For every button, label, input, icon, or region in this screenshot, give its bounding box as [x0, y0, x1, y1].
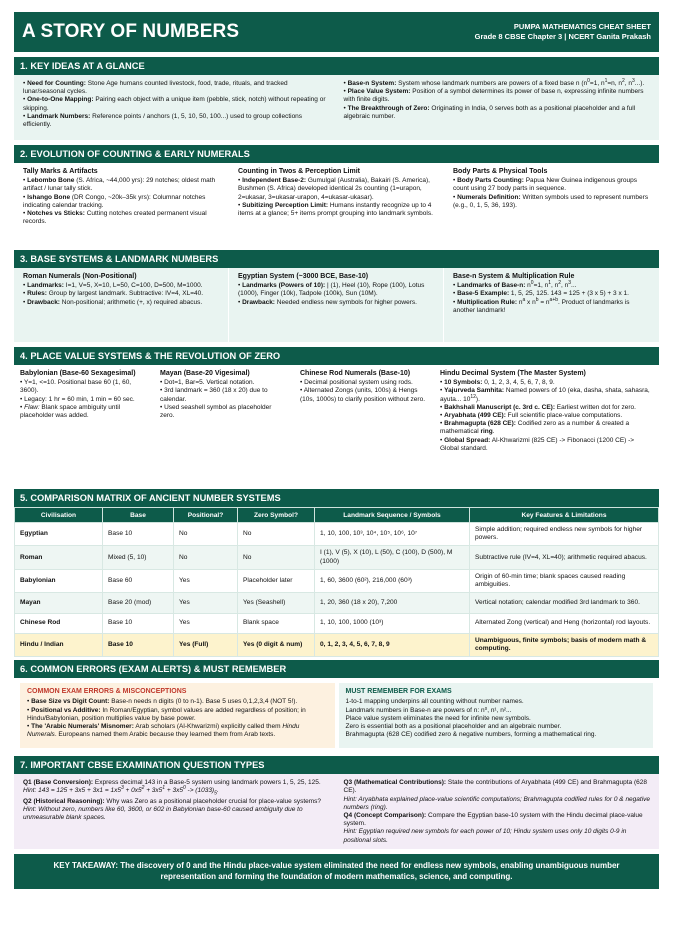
section-exam-questions — [14, 756, 659, 849]
table-cell: Base 20 (mod) — [103, 593, 174, 613]
column-tally: Tally Marks & Artifacts • Lebombo Bone (S. Africa, ~44,000 yrs): 29 notches; oldest math artifact / lunar tally stick. • Ishango Bone (DR Congo, ~20k–35k yrs): Columnar notches indicating calendar tracking. • Notches vs Sticks: Cutting notches created permanent visual records. — [14, 163, 229, 247]
table-cell: Egyptian — [15, 523, 103, 546]
table-cell: Vertical notation; calendar modified 3rd landmark to 360. — [470, 593, 659, 613]
table-cell: Yes (0 digit & num) — [238, 633, 315, 656]
section-key-ideas — [14, 57, 659, 140]
header-subtitle-line2: Grade 8 CBSE Chapter 3 | NCERT Ganita Prakash — [474, 32, 651, 41]
table-cell: Yes (Full) — [174, 633, 238, 656]
table-cell: Chinese Rod — [15, 613, 103, 633]
section-errors — [14, 660, 659, 753]
column-twos: Counting in Twos & Perception Limit • Independent Base-2: Gumulgal (Australia), Bakairi (S. America), Bushmen (S. Africa) developed identical 2s counting (1=urapon, 2=ukasar, 3=ukasar-urapon, 4=ukasar-ukasar). • Subitizing Perception Limit: Humans instantly recognize up to 4 items at a glance; 5+ items prompt grouping into landmark symbols. — [229, 163, 444, 247]
column-roman: Roman Numerals (Non-Positional) • Landmarks: I=1, V=5, X=10, L=50, C=100, D=500, M=1000. • Rules: Group by largest landmark. Subtractive: IV=4, XL=40. • Drawback: Non-positional; arithmetic (+, x) required abacus. — [14, 268, 229, 342]
table-cell: Unambiguous, finite symbols; basis of modern math & computing. — [470, 633, 659, 656]
table-cell: Yes (Seashell) — [238, 593, 315, 613]
key-takeaway-banner: KEY TAKEAWAY: The discovery of 0 and the Hindu place-value system eliminated the need for endless new symbols, enabling unambiguous number representation and forming the foundation of modern mathematics, science, and computing. — [14, 854, 659, 889]
table-cell: Simple addition; required endless new symbols for higher powers. — [470, 523, 659, 546]
table-row — [15, 523, 659, 546]
column-chinese: Chinese Rod Numerals (Base-10) • Decimal positional system using rods. • Alternated Zongs (units, 100s) & Hengs (10s, 1000s) to clarify position without zero. — [294, 365, 434, 486]
comparison-table — [14, 507, 659, 657]
errors-box: COMMON EXAM ERRORS & MISCONCEPTIONS • Base Size vs Digit Count: Base-n needs n digits (0 to n-1). Base 5 uses 0,1,2,3,4 (NOT 5!). • Positional vs Additive: In Roman/Egyptian, symbol values are added regardless of position; in Hindu/Babylonian, position multiplies value by base power. • The 'Arabic Numerals' Misnomer: Arab scholars (Al-Khwarizmi) explicitly called them Hindu Numerals. Europeans named them Arabic because they learned them from Arab texts. — [20, 683, 335, 748]
column-title: Babylonian (Base-60 Sexagesimal) — [20, 370, 136, 377]
section-body — [14, 268, 659, 342]
table-cell: 0, 1, 2, 3, 4, 5, 6, 7, 8, 9 — [315, 633, 470, 656]
table-cell: No — [238, 546, 315, 569]
section-heading: 1. KEY IDEAS AT A GLANCE — [14, 57, 659, 75]
table-cell: Base 10 — [103, 613, 174, 633]
section-heading: 6. COMMON ERRORS (EXAM ALERTS) & MUST REMEMBER — [14, 660, 659, 678]
table-cell: Mixed (5, 10) — [103, 546, 174, 569]
column-title: Hindu Decimal System (The Master System) — [440, 370, 586, 377]
table-cell: I (1), V (5), X (10), L (50), C (100), D (500), M (1000) — [315, 546, 470, 569]
table-cell: Yes — [174, 613, 238, 633]
column-hindu: Hindu Decimal System (The Master System) • 10 Symbols: 0, 1, 2, 3, 4, 5, 6, 7, 8, 9. • Yajurveda Samhita: Named powers of 10 (eka, dasha, shata, sahasra, ayuta... $10^{12}$). • Bakhshali Manuscript (c. 3rd c. CE): Earliest written dot for zero. • Aryabhata (499 CE): Full scientific place-value computations. • Brahmagupta (628 CE): Codified zero as a number & created a mathematical ring. • Global Spread: Al-Khwarizmi (825 CE) -> Fibonacci (1200 CE) -> Global standard. — [434, 365, 659, 486]
column-babylonian: Babylonian (Base-60 Sexagesimal) • Y=1, <=10. Positional base 60 (1, 60, 3600). • Legacy: 1 hr = 60 min, 1 min = 60 sec. • Flaw: Blank space ambiguity until placeholder was added. — [14, 365, 154, 486]
must-remember-box — [339, 683, 654, 748]
column-header: Key Features & Limitations — [470, 508, 659, 523]
table-row — [15, 613, 659, 633]
must-remember-item: Landmark numbers in Base-n are powers of n: n⁰, n¹, n²... — [345, 706, 512, 714]
must-remember-item: Place value system eliminates the need for infinite new symbols. — [345, 714, 531, 722]
table-cell: Mayan — [15, 593, 103, 613]
column-header: Base — [103, 508, 174, 523]
column-header: Zero Symbol? — [238, 508, 315, 523]
column-header: Positional? — [174, 508, 238, 523]
table-cell: No — [174, 523, 238, 546]
column-header: Civilisation — [15, 508, 103, 523]
column-title: Roman Numerals (Non-Positional) — [23, 273, 137, 280]
section-body — [14, 774, 659, 849]
column-egyptian: Egyptian System (~3000 BCE, Base-10) • Landmarks (Powers of 10): | (1), Heel (10), Rope (100), Lotus (1000), Finger (10k), Tadpole (100k), Sun (10M). • Drawback: Needed endless new symbols for higher powers. — [229, 268, 444, 342]
column-title: Tally Marks & Artifacts — [23, 168, 98, 175]
section-heading: 3. BASE SYSTEMS & LANDMARK NUMBERS — [14, 250, 659, 268]
section-comparison — [14, 489, 659, 657]
table-row — [15, 546, 659, 569]
section-heading: 2. EVOLUTION OF COUNTING & EARLY NUMERALS — [14, 145, 659, 163]
table-cell: Alternated Zong (vertical) and Heng (horizontal) rod layouts. — [470, 613, 659, 633]
page-title: A STORY OF NUMBERS — [22, 21, 240, 42]
section-heading: 4. PLACE VALUE SYSTEMS & THE REVOLUTION OF ZERO — [14, 347, 659, 365]
table-cell: Hindu / Indian — [15, 633, 103, 656]
table-cell: Yes — [174, 593, 238, 613]
column-body-parts: Body Parts & Physical Tools • Body Parts Counting: Papua New Guinea indigenous groups count using 27 body parts in sequence. • Numerals Definition: Written symbols used to represent numbers (e.g., 0, 1, 5, 36, 193). — [453, 168, 649, 209]
table-row — [15, 593, 659, 613]
table-cell: Subtractive rule (IV=4, XL=40); arithmetic required abacus. — [470, 546, 659, 569]
key-ideas-left: • Need for Counting: Stone Age humans counted livestock, food, trade, rituals, and tracked lunar/seasonal cycles. • One-to-One Mapping: Pairing each object with a unique item (pebble, stick, notch) without repeating or skipping. • Landmark Numbers: Reference points / anchors (1, 5, 10, 50, 100...) used to group collections efficiently. — [23, 80, 326, 129]
table-row — [15, 569, 659, 592]
errors-title: COMMON EXAM ERRORS & MISCONCEPTIONS — [27, 688, 187, 696]
questions-left: Q1 (Base Conversion): Express decimal 143 in a Base-5 system using landmark powers 1, 5, 25, 125. Hint: $143 = 125 + 3x5 + 3x1 = 1x5^3 + 0x5^2 + 3x5^1 + 3x5^0 -> (1033)_5$. Q2 (Historical Reasoning): Why was Zero as a positional placeholder crucial for place-value systems? Hint: Without zero, numbers like 60, 3600, or 602 in Babylonian base-60 caused ambiguity due to unmeasurable blank spaces. — [23, 779, 322, 822]
column-title: Base-n System & Multiplication Rule — [453, 273, 575, 280]
section-body — [14, 163, 659, 247]
table-cell: 1, 60, 3600 (60²), 216,000 (60³) — [315, 569, 470, 592]
table-cell: 1, 10, 100, 10³, 10⁴, 10⁵, 10⁶, 10⁷ — [315, 523, 470, 546]
header-subtitle — [475, 22, 651, 42]
table-cell: 1, 10, 100, 1000 (10³) — [315, 613, 470, 633]
table-cell: Origin of 60-min time; blank spaces caused reading ambiguities. — [470, 569, 659, 592]
section-place-value — [14, 347, 659, 486]
column-mayan: Mayan (Base-20 Vigesimal) • Dot=1, Bar=5. Vertical notation. • 3rd landmark = 360 (18 x 20) due to calendar. • Used seashell symbol as placeholder zero. — [154, 365, 294, 486]
table-cell: No — [238, 523, 315, 546]
section-heading: 7. IMPORTANT CBSE EXAMINATION QUESTION TYPES — [14, 756, 659, 774]
table-cell: Placeholder later — [238, 569, 315, 592]
section-body — [14, 365, 659, 486]
must-remember-item: 1-to-1 mapping underpins all counting without number names. — [345, 698, 524, 706]
must-remember-item: Zero is essential both as a positional placeholder and an algebraic number. — [345, 723, 562, 731]
table-cell: Base 10 — [103, 633, 174, 656]
table-cell: No — [174, 546, 238, 569]
key-ideas-right: • Base-n System: System whose landmark numbers are powers of a fixed base n ($n^0=1$, $n^1=n$, $n^2$, $n^3$...). • Place Value System: Position of a symbol determines its power of base n, expressing infinite numbers with finite digits. • The Breakthrough of Zero: Originating in India, 0 serves both as a positional placeholder and a full algebraic number. — [343, 77, 645, 120]
table-row-highlight — [15, 633, 659, 656]
table-cell: Yes — [174, 569, 238, 592]
questions-right: Q3 (Mathematical Contributions): State the contributions of Aryabhata (499 CE) and Brahmagupta (628 CE). Hint: Aryabhata explained place-value scientific computations; Brahmagupta codified rules for 0 & negative numbers (ring). Q4 (Concept Comparison): Compare the Egyptian base-10 system with the Hindu decimal place-value system. Hint: Egyptian required new symbols for each power of 10; Hindu system uses only 10 digits 0-9 in positional slots. — [343, 779, 651, 844]
section-body — [14, 75, 659, 140]
header-bar — [14, 12, 659, 52]
table-cell: Babylonian — [15, 569, 103, 592]
section-counting — [14, 145, 659, 247]
table-cell: Blank space — [238, 613, 315, 633]
column-base-n: Base-n System & Multiplication Rule • Landmarks of Base-n: $n^0=1$, $n^1$, $n^2$, $n^3$... • Base-5 Example: 1, 5, 25, 125. 143 = 125 + (3 x 5) + 3 x 1. • Multiplication Rule: $n^a$ x $n^b = n^{a+b}$. Product of landmarks is another landmark! — [444, 268, 659, 342]
table-cell: Base 60 — [103, 569, 174, 592]
table-cell: Roman — [15, 546, 103, 569]
column-title: Egyptian System (~3000 BCE, Base-10) — [238, 273, 369, 280]
header-subtitle-line1: PUMPA MATHEMATICS CHEAT SHEET — [513, 22, 651, 31]
must-remember-title: MUST REMEMBER FOR EXAMS — [345, 688, 452, 696]
table-header-row — [15, 508, 659, 523]
column-title: Counting in Twos & Perception Limit — [238, 168, 360, 175]
must-remember-item: Brahmagupta (628 CE) codified zero & negative numbers, forming a mathematical ring. — [345, 731, 597, 739]
section-body — [14, 678, 659, 753]
section-heading: 5. COMPARISON MATRIX OF ANCIENT NUMBER SYSTEMS — [14, 489, 659, 507]
column-title: Mayan (Base-20 Vigesimal) — [160, 370, 250, 377]
table-cell: Base 10 — [103, 523, 174, 546]
column-header: Landmark Sequence / Symbols — [315, 508, 470, 523]
column-title: Chinese Rod Numerals (Base-10) — [300, 370, 411, 377]
column-title: Body Parts & Physical Tools — [453, 168, 548, 175]
table-cell: 1, 20, 360 (18 x 20), 7,200 — [315, 593, 470, 613]
section-base-systems — [14, 250, 659, 342]
